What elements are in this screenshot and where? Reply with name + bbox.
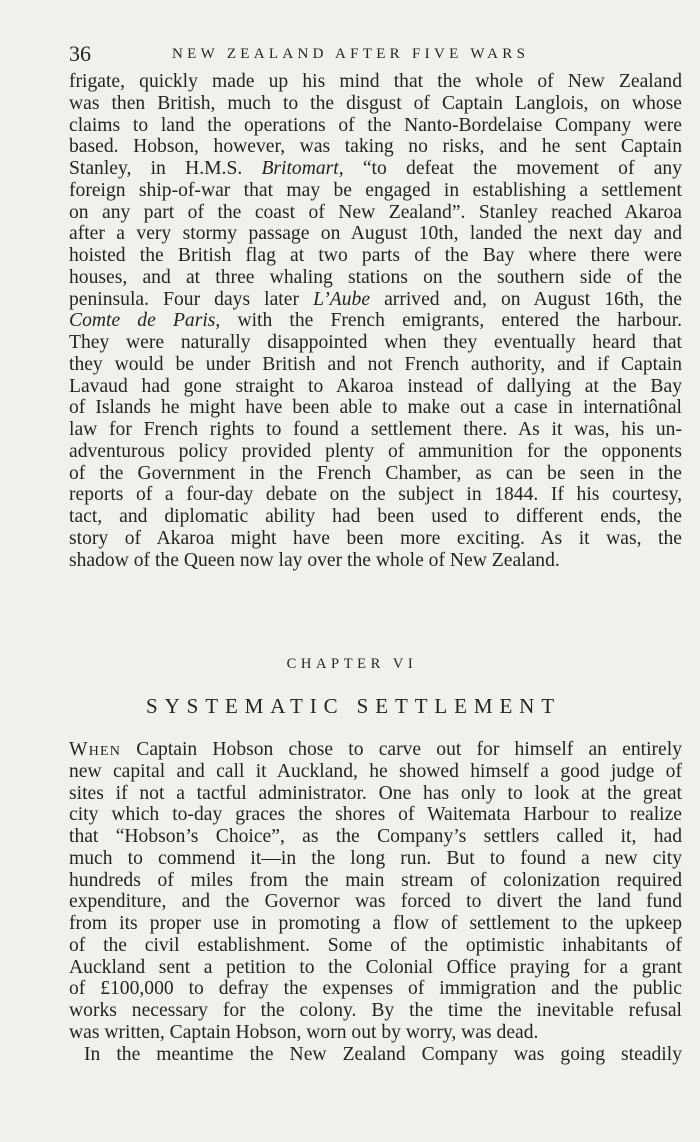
text-line: shadow of the Queen now lay over the whole of New Zealand. [69, 549, 560, 571]
page-number: 36 [69, 41, 91, 66]
text-line: based. Hobson, however, was taking no risks, and he sent Captain [69, 136, 682, 158]
text-line: of Islands he might have been able to make out a case in internatiônal [69, 397, 682, 419]
text-line: reports of a four-day debate on the subject in 1844. If his courtesy, [69, 484, 682, 506]
ship-name: L’Aube [313, 288, 371, 310]
text-line [69, 739, 682, 761]
text-line: story of Akaroa might have been more exciting. As it was, the [69, 527, 682, 549]
text-line: Auckland sent a petition to the Colonial Office praying for a grant [69, 956, 682, 978]
text-line: houses, and at three whaling stations on the southern side of the [69, 266, 682, 288]
text-span: Stanley, in H.M.S. [69, 158, 262, 179]
text-line: works necessary for the colony. By the time the inevitable refusal [69, 1000, 682, 1021]
chapter-number: CHAPTER VI [286, 656, 418, 672]
text-span: arrived and, on August 16th, the [370, 288, 682, 310]
text-line [69, 289, 682, 311]
opening-word: When [69, 739, 122, 760]
text-span: , “to defeat the movement of any [338, 158, 682, 179]
text-line: In the meantime the New Zealand Company was going steadily [84, 1043, 682, 1065]
text-line: adventurous policy provided plenty of ammunition for the opponents [69, 440, 682, 462]
text-line: They were naturally disappointed when they eventually heard that [69, 332, 682, 353]
paragraph-2 [69, 739, 682, 1065]
text-line: foreign ship-of-war that may be engaged in establishing a settlement [69, 179, 682, 201]
text-line: they would be under British and not French authority, and if Captain [69, 353, 682, 375]
text-line: on any part of the coast of New Zealand”. Stanley reached Akaroa [69, 201, 682, 223]
text-line: hoisted the British flag at two parts of the Bay where there were [69, 245, 682, 266]
text-line: frigate, quickly made up his mind that the whole of New Zealand [69, 71, 682, 92]
running-title: NEW ZEALAND AFTER FIVE WARS [172, 46, 530, 62]
ship-name: Britomart [261, 158, 339, 179]
text-span: , with the French emigrants, entered the harbour. [215, 310, 683, 332]
running-head [69, 40, 682, 68]
text-line: city which to-day graces the shores of Waitemata Harbour to realize [69, 804, 682, 826]
text-line: after a very stormy passage on August 10th, landed the next day and [69, 223, 682, 245]
paragraph-1 [69, 71, 682, 571]
text-span: Captain Hobson chose to carve out for himself an entirely [121, 739, 682, 760]
text-line: Lavaud had gone straight to Akaroa instead of dallying at the Bay [69, 375, 682, 397]
text-line [69, 310, 682, 332]
text-line: sites if not a tactful administrator. One has only to look at the great [69, 782, 682, 804]
ship-name: Comte de Paris [69, 310, 216, 332]
text-line: hundreds of miles from the main stream of colonization required [69, 869, 682, 891]
chapter-title: SYSTEMATIC SETTLEMENT [146, 694, 561, 718]
text-line: claims to land the operations of the Nanto-Bordelaise Company were [69, 114, 682, 136]
text-line: of the civil establishment. Some of the optimistic inhabitants of [69, 934, 682, 956]
text-line: that “Hobson’s Choice”, as the Company’s settlers called it, had [69, 826, 682, 847]
text-line: of £100,000 to defray the expenses of immigration and the public [69, 978, 682, 1000]
text-line: tact, and diplomatic ability had been used to different ends, the [69, 506, 682, 527]
text-line: law for French rights to found a settlement there. As it was, his un- [69, 419, 682, 440]
text-line: of the Government in the French Chamber, as can be seen in the [69, 462, 682, 484]
text-line [69, 158, 682, 180]
text-line: much to commend it—in the long run. But to found a new city [69, 847, 682, 869]
text-line: was then British, much to the disgust of Captain Langlois, on whose [69, 92, 682, 114]
text-line: new capital and call it Auckland, he showed himself a good judge of [69, 760, 682, 782]
text-line: from its proper use in promoting a flow of settlement to the upkeep [69, 913, 682, 934]
text-line: expenditure, and the Governor was forced to divert the land fund [69, 891, 682, 913]
text-line: was written, Captain Hobson, worn out by worry, was dead. [69, 1021, 539, 1043]
text-span: peninsula. Four days later [69, 288, 314, 310]
